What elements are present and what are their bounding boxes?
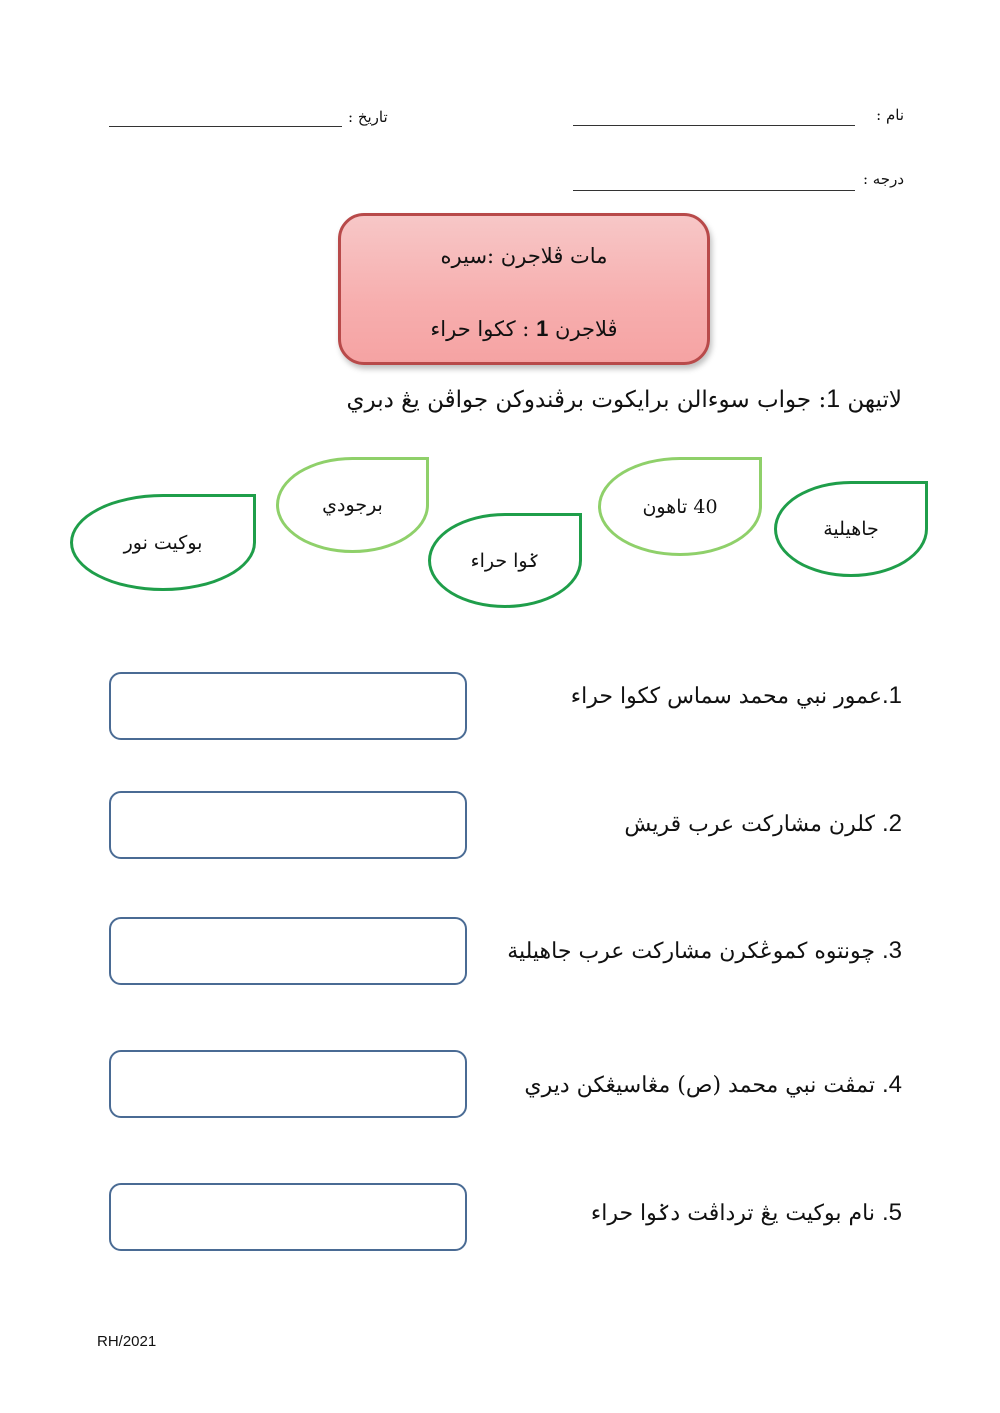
answer-option-label: بوکيت نور [123, 531, 203, 554]
instruction-prefix: لاتيهن [847, 387, 902, 413]
question-text: چونتوه کموڠکرن مشارکت عرب جاهيلية [507, 939, 875, 964]
lesson-rest: : ککوا حراء [430, 317, 530, 341]
question-number: 3. [881, 937, 902, 964]
question-2 [624, 810, 902, 838]
answer-box-3[interactable] [109, 917, 467, 985]
footer-code: RH/2021 [97, 1333, 157, 1350]
lesson-number: 1 [536, 316, 549, 341]
answer-box-5[interactable] [109, 1183, 467, 1251]
question-number: 4. [881, 1071, 902, 1098]
question-4 [524, 1071, 902, 1099]
question-3 [507, 937, 902, 965]
question-text: تمڤت نبي محمد (ص) مڠاسيڠکن ديري [524, 1073, 875, 1098]
answer-option-mount-nur[interactable] [70, 494, 256, 591]
question-text: کلرن مشارکت عرب قريش [624, 812, 875, 837]
grade-label: درجه : [862, 170, 904, 188]
answer-option-jahiliyah[interactable] [774, 481, 928, 577]
instruction-text: : جواب سوءالن برايکوت برڤندوکن جواڤن يڠ دبري [346, 387, 827, 413]
instruction [347, 385, 903, 414]
answer-option-cave-hira[interactable] [428, 513, 582, 608]
question-1 [571, 682, 902, 710]
question-text: عمور نبي محمد سماس ککوا حراء [570, 684, 882, 709]
question-5 [591, 1199, 902, 1227]
question-text: نام بوکيت يڠ ترداڤت دݢوا حراء [590, 1201, 875, 1226]
lesson-prefix: ڤلاجرن [555, 317, 618, 341]
name-label: نام : [876, 106, 904, 124]
question-number: 5. [881, 1199, 902, 1226]
lesson-title [341, 316, 707, 342]
answer-option-label: برجودي [322, 494, 383, 516]
answer-option-label: 40 تاهون [642, 495, 718, 518]
question-number: 2. [881, 810, 902, 837]
grade-field[interactable] [573, 190, 855, 191]
answer-option-label: ݢوا حراء [470, 549, 540, 572]
date-field[interactable] [109, 126, 342, 127]
answer-option-label: جاهيلية [823, 518, 879, 540]
answer-box-2[interactable] [109, 791, 467, 859]
subject-title: مات ڤلاجرن :سيره [440, 244, 608, 268]
answer-box-1[interactable] [109, 672, 467, 740]
answer-option-judi[interactable] [276, 457, 429, 553]
question-number: 1. [881, 682, 902, 709]
instruction-number: 1 [826, 385, 841, 413]
title-box [338, 213, 710, 365]
name-field[interactable] [573, 125, 855, 126]
date-label: تاريخ : [348, 108, 388, 126]
answer-option-40-years[interactable] [598, 457, 762, 556]
answer-box-4[interactable] [109, 1050, 467, 1118]
